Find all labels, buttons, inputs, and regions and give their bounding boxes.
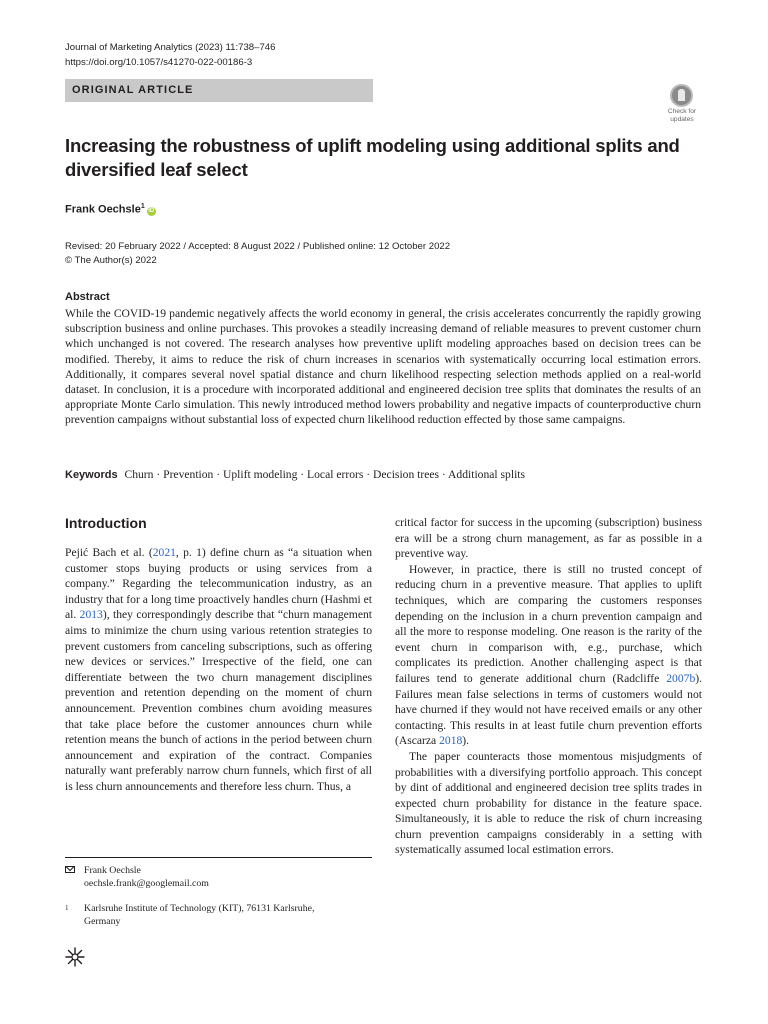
footnote-divider <box>65 857 372 858</box>
citation-link[interactable]: 2007b <box>666 671 696 685</box>
abstract-heading: Abstract <box>65 291 110 303</box>
date-history: Revised: 20 February 2022 / Accepted: 8 August 2022 / Published online: 12 October 2022 <box>65 241 451 252</box>
affiliation-footnote <box>65 902 314 928</box>
crossmark-label-line2: updates <box>670 115 694 123</box>
intro-paragraph-3: The paper counteracts those momentous misjudgments of probabilities with a diversifying portfolio approach. This concept by dint of additional and engineered decision tree splits trades in expected churn probability for distance in the feature space. Simultaneously, it is able to reduce the risk of churn increasing churn prevention campaigns considerably in a setting with systematically assumed local estimation errors. <box>395 749 702 857</box>
intro-paragraph-1: Pejić Bach et al. (2021, p. 1) define churn as “a situation when customer stops buying products or using services from a company.” Regarding the telecommunication industry, as an industry that for a long time proactively handles churn (Hashmi et al. 2013), they correspondingly describe that “churn management aims to minimize the churn using various retention strategies to prevent customers from canceling subscriptions, such as offering new devices or services.” Irrespective of the field, one can differentiate between the two churn management disciplines prevention and retention depending on the moment of churn announcement. Prevention combines churn avoiding measures that take place before the customer announces churn while retention means the bunch of actions in the period between churn announcement and expiration of the contract. Companies naturally want preferably narrow churn funnels, which first of all is less churn announcements and therefore less churn. Thus, a <box>65 546 372 793</box>
left-column <box>65 545 372 795</box>
envelope-icon <box>65 866 75 873</box>
keywords-text: Churn · Prevention · Uplift modeling · Local errors · Decision trees · Additional splits <box>124 468 526 481</box>
springer-chess-knight-icon <box>64 946 86 968</box>
corresponding-author-footnote <box>65 864 209 890</box>
copyright-notice: © The Author(s) 2022 <box>65 255 157 266</box>
abstract-text: While the COVID-19 pandemic negatively affects the world economy in general, the crisis accelerates concurrently the rapidly growing subscription business and online purchases. This provokes a steadily increasing demand of reliable measures to prevent customer churn which unchanged is not covered. The research analyses how preventive uplift modeling approaches based on decision trees can be modified. Thereby, it aims to reduce the risk of churn increases in scenarios with systematically occurring local estimation errors. Additionally, it compares several novel spatial distance and churn likelihood respecting selection methods applied on a real-world dataset. In conclusion, it is a procedure with incorporated additional and engineered decision tree splits that dominates the results of an appropriate Monte Carlo simulation. This newly introduced method lowers probability and negative impacts of counterproductive churn prevention campaigns without substantial loss of expected churn likelihood reduction effected by those same campaigns. <box>65 307 701 427</box>
affiliation-line-1: Karlsruhe Institute of Technology (KIT), 76131 Karlsruhe, <box>84 903 315 914</box>
crossmark-label-line1: Check for <box>667 108 697 115</box>
intro-paragraph-2: However, in practice, there is still no trusted concept of reducing churn in a preventive measure. That applies to uplift techniques, which are comparing the customers responses depending on the inclusion in a churn prevention campaign and all the more to response modeling. One reason is the rarity of the event churn in comparison with, e.g., purchase, which complicates its prediction. Another challenging aspect is that failures tend to generate additional churn (Radcliffe 2007b). Failures mean false selections in terms of customers would not have churned if they would not have received emails or any other contacting. This results in at least futile churn prevention efforts (Ascarza 2018). <box>395 562 702 748</box>
contact-name: Frank Oechsle <box>84 865 141 876</box>
article-type-label: ORIGINAL ARTICLE <box>65 79 373 102</box>
keywords-label: Keywords <box>65 469 118 481</box>
orcid-icon[interactable]: iD <box>148 207 155 214</box>
citation-link[interactable]: 2021 <box>152 546 176 559</box>
contact-email[interactable]: oechsle.frank@googlemail.com <box>84 878 209 889</box>
author-line <box>65 203 156 216</box>
author-name[interactable]: Frank Oechsle <box>65 203 141 216</box>
doi-link[interactable]: https://doi.org/10.1057/s41270-022-00186-3 <box>65 57 253 68</box>
journal-citation: Journal of Marketing Analytics (2023) 11:738–746 <box>65 42 276 53</box>
affiliation-number: 1 <box>65 904 69 912</box>
article-title: Increasing the robustness of uplift modeling using additional splits and diversified leaf select <box>65 135 680 180</box>
keywords-line <box>65 468 525 481</box>
introduction-heading: Introduction <box>65 515 147 531</box>
right-column <box>395 515 702 858</box>
affiliation-line-2: Germany <box>84 916 121 927</box>
crossmark-badge[interactable] <box>662 84 702 124</box>
intro-paragraph-1-continued: critical factor for success in the upcoming (subscription) business era will be a strong churn management, as far as possible in a preventive way. <box>395 516 702 561</box>
affiliation-mark: 1 <box>140 203 145 210</box>
citation-link[interactable]: 2013 <box>79 608 103 622</box>
crossmark-icon <box>670 84 693 107</box>
journal-header <box>65 40 275 70</box>
citation-link[interactable]: 2018 <box>439 734 463 748</box>
publication-dates <box>65 240 450 268</box>
